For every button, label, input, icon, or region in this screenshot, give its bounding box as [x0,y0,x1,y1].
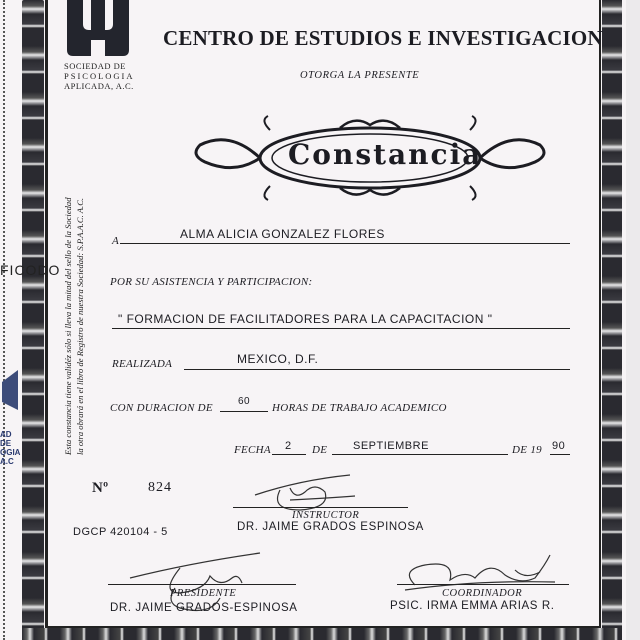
president-role: PRESIDENTE [170,588,237,599]
coordinator-role: COORDINADOR [442,588,523,599]
course-title: " FORMACION DE FACILITADORES PARA LA CAPACITACION " [118,312,493,326]
location-label: REALIZADA [112,358,173,370]
instructor-name: DR. JAIME GRADOS ESPINOSA [237,521,424,533]
certificate-number: 824 [148,480,172,495]
border-rule-right [599,0,601,632]
seal-icon [2,370,18,410]
seal-stamp-fragment [0,370,20,470]
location-value: MEXICO, D.F. [237,352,319,366]
president-name: DR. JAIME GRADOS-ESPINOSA [110,602,298,614]
decorative-border-left [22,0,44,640]
instructor-signature [250,470,360,515]
logo-caption: SOCIEDAD DE PSICOLOGIA APLICADA, A.C. [64,61,135,91]
border-rule-left [45,0,48,632]
seal-text: AD DE OGIA A.C [0,430,21,466]
duration-line [220,411,268,412]
stamp-fragment-text: FICODO [0,262,61,278]
date-year: 90 [552,440,566,452]
dgcp-registry: DGCP 420104 - 5 [73,526,168,538]
duration-hours: 60 [238,396,251,407]
duration-suffix: HORAS DE TRABAJO ACADEMICO [272,402,447,414]
institution-title: CENTRO DE ESTUDIOS E INVESTIGACION [163,26,603,50]
subtitle: OTORGA LA PRESENTE [300,70,420,81]
date-day: 2 [285,440,292,452]
certificate-type-title: Constancia [288,138,483,171]
day-line [272,454,306,455]
validity-note: Esta constancia tiene validéz sólo si lleva la mitad del sello de la Sociedad la otra obrará en el libro de Registro de nuestra Sociedad: S.P.A.A.C. A.C. [63,197,85,455]
decorative-border-right [602,0,622,640]
president-signature-line [108,584,296,585]
scan-edge [0,0,5,640]
month-line [332,454,508,455]
recipient-name: ALMA ALICIA GONZALEZ FLORES [180,227,385,241]
coordinator-signature-line [397,584,569,585]
decorative-border-bottom [22,628,622,640]
date-month: SEPTIEMBRE [353,440,429,452]
location-line [184,369,570,370]
duration-prefix: CON DURACION DE [110,402,213,414]
year-line [550,454,570,455]
recipient-line [120,243,570,244]
recipient-label: A [112,235,120,247]
reason-label: POR SU ASISTENCIA Y PARTICIPACION: [110,276,313,288]
date-label: FECHA [234,444,271,456]
course-line [112,328,570,329]
number-label: Nº [92,480,109,496]
coordinator-name: PSIC. IRMA EMMA ARIAS R. [390,600,555,612]
instructor-signature-line [233,507,408,508]
instructor-role: INSTRUCTOR [292,510,360,521]
date-de-1: DE [312,444,328,456]
date-de-2: DE 19 [512,444,542,456]
trident-psi-icon [65,0,131,56]
scan-edge-right [626,0,640,640]
